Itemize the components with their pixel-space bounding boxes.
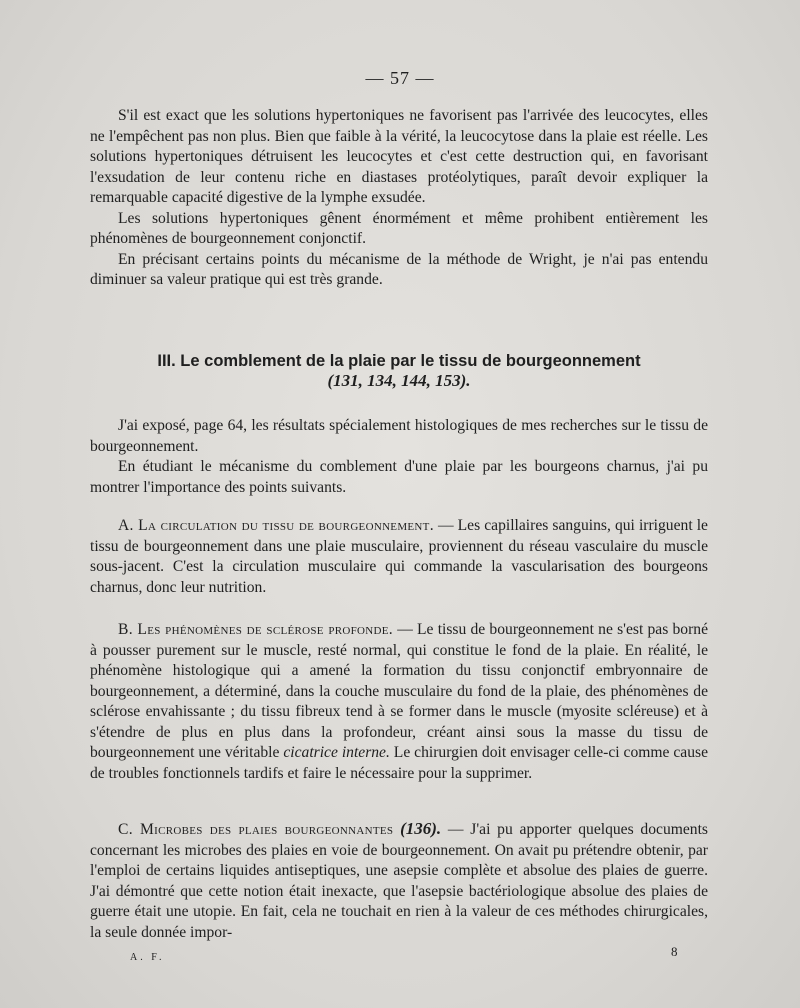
paragraph: Les solutions hypertoniques gênent énormément et même prohibent entièrement les phénomènes de bourgeonnement conjonctif. [90, 209, 708, 247]
heading-title: III. Le comblement de la plaie par le tissu de bourgeonnement [157, 352, 641, 370]
point-label: A. La circulation du tissu de bourgeonnement. [118, 517, 434, 534]
point-text: — J'ai pu apporter quelques documents concernant les microbes des plaies en voie de bourgeonnement. On avait pu prétendre obtenir, par l'emploi de certains liquides antiseptiques, une asepsie complète et absolue des plaies de guerre. J'ai démontré que cette notion était inexacte, que l'asepsie bactériologique absolue des plaies de guerre était une utopie. En fait, cela ne touchait en rien à la valeur de ces méthodes chirurgicales, la seule donnée impor- [90, 821, 708, 941]
point-b [90, 620, 708, 784]
reference-number: (136). [400, 819, 442, 838]
point-a [90, 516, 708, 598]
paragraph: En précisant certains points du mécanisme de la méthode de Wright, je n'ai pas entendu diminuer sa valeur pratique qui est très grande. [90, 250, 708, 288]
page-number: — 57 — [365, 68, 435, 88]
section-wright-conclusion [90, 106, 708, 291]
italic-term: cicatrice interne. [283, 744, 390, 761]
paragraph [90, 819, 708, 943]
point-text: — Le tissu de bourgeonnement ne s'est pas borné à pousser purement sur le muscle, resté normal, qui constitue le fond de la plaie. En réalité, le phénomène histologique qui a amené la formation du tissu conjonctif embryonnaire de bourgeonnement, a déterminé, dans la couche musculaire du fond de la plaie, des phénomènes de sclérose envahissante ; du tissu fibreux tend à se former dans le muscle (myosite scléreuse) et à s'étendre de plus en plus dans la profondeur, créant ainsi sous la masse du tissu de bourgeonnement une véritable [90, 621, 708, 761]
point-text: Le chirurgien doit envisager celle-ci comme cause de troubles fonctionnels tardifs et faire le nécessaire pour la supprimer. [90, 744, 708, 782]
section-heading [90, 351, 708, 391]
printer-signature: A. F. [130, 952, 165, 963]
point-label: C. Microbes des plaies bourgeonnantes [118, 821, 394, 838]
point-label: B. Les phénomènes de sclérose profonde. [118, 621, 394, 638]
paragraph [90, 516, 708, 598]
paragraph: J'ai exposé, page 64, les résultats spécialement histologiques de mes recherches sur le tissu de bourgeonnement. [90, 417, 708, 455]
section-intro [90, 416, 708, 498]
point-text: — Les capillaires sanguins, qui irriguent le tissu de bourgeonnement dans une plaie musculaire, proviennent du réseau vasculaire du muscle sous-jacent. C'est la circulation musculaire qui commande la vascularisation des bourgeons charnus, donc leur nutrition. [90, 517, 708, 596]
point-c [90, 819, 708, 943]
paragraph: En étudiant le mécanisme du comblement d'une plaie par les bourgeons charnus, j'ai pu montrer l'importance des points suivants. [90, 458, 708, 496]
heading-references: (131, 134, 144, 153). [327, 371, 471, 390]
paragraph: S'il est exact que les solutions hypertoniques ne favorisent pas l'arrivée des leucocytes, elles ne l'empêchent pas non plus. Bien que faible à la vérité, la leucocytose dans la plaie est réelle. Les solutions hypertoniques détruisent les leucocytes et c'est cette destruction qui, en favorisant l'exsudation de leur contenu riche en diastases protéolytiques, paraît devoir expliquer la remarquable capacité digestive de la lymphe exsudée. [90, 107, 708, 206]
paragraph [90, 620, 708, 784]
sheet-number: 8 [671, 944, 678, 959]
